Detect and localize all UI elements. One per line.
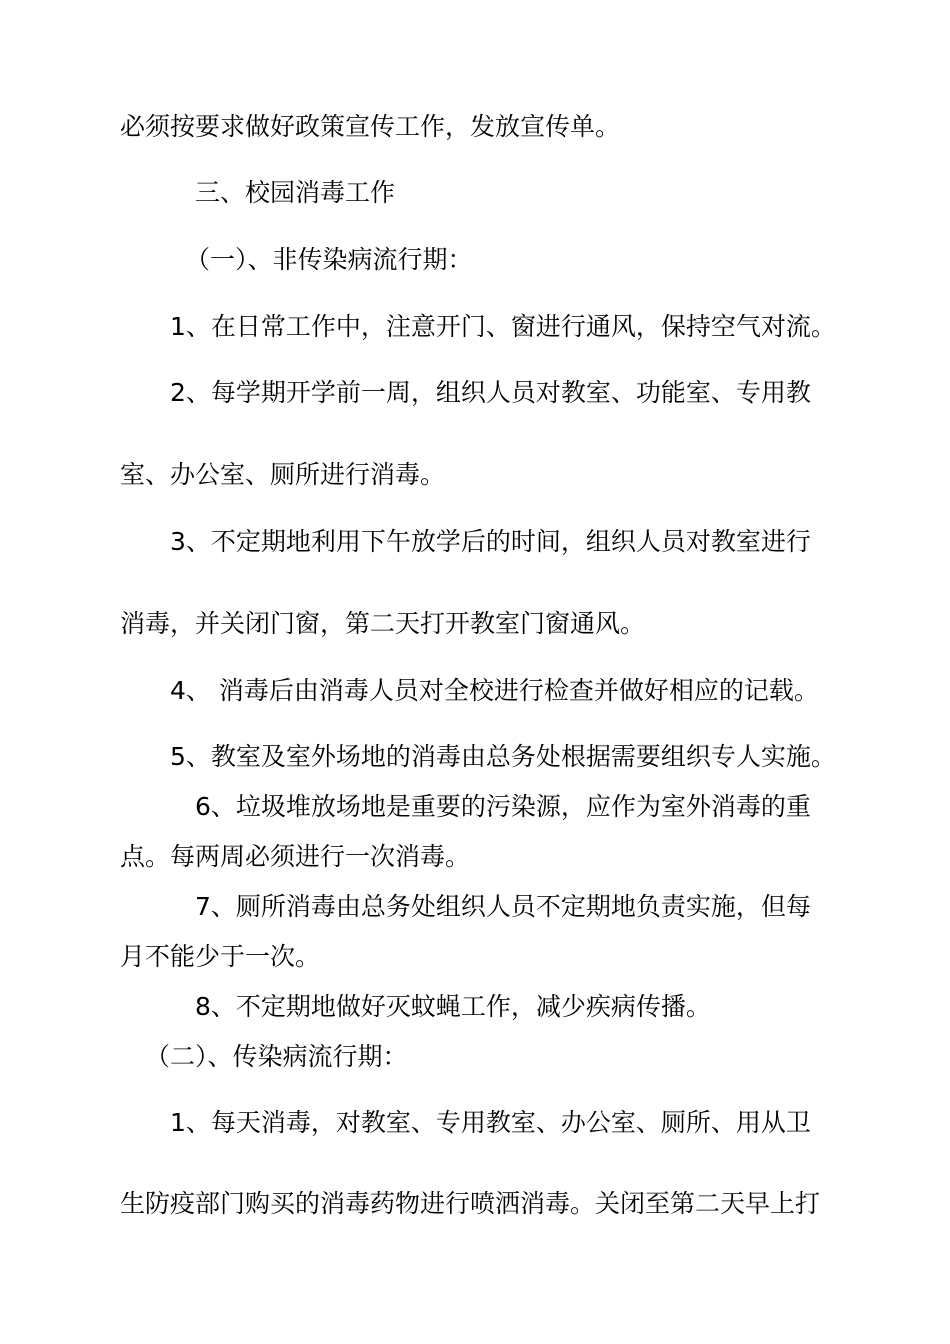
list-item-6-continued: 点。每两周必须进行一次消毒。	[120, 842, 471, 871]
list-item-2-continued: 室、办公室、厕所进行消毒。	[120, 460, 446, 489]
epidemic-list-item-1-continued: 生防疫部门购买的消毒药物进行喷洒消毒。关闭至第二天早上打	[120, 1189, 821, 1218]
list-item-6: 6、垃圾堆放场地是重要的污染源，应作为室外消毒的重	[195, 792, 811, 821]
list-item-7: 7、厕所消毒由总务处组织人员不定期地负责实施，但每	[195, 892, 811, 921]
section-heading-campus-disinfection: 三、校园消毒工作	[195, 178, 396, 207]
subsection-heading-non-epidemic: （一）、非传染病流行期：	[185, 245, 473, 274]
list-item-3: 3、不定期地利用下午放学后的时间，组织人员对教室进行	[170, 527, 811, 556]
list-item-3-continued: 消毒，并关闭门窗，第二天打开教室门窗通风。	[120, 609, 646, 638]
list-item-1: 1、在日常工作中，注意开门、窗进行通风，保持空气对流。	[170, 312, 836, 341]
list-item-5: 5、教室及室外场地的消毒由总务处根据需要组织专人实施。	[170, 742, 836, 771]
text-line-1: 必须按要求做好政策宣传工作，发放宣传单。	[120, 112, 621, 141]
list-item-7-continued: 月不能少于一次。	[120, 942, 321, 971]
list-item-4: 4、 消毒后由消毒人员对全校进行检查并做好相应的记载。	[170, 676, 819, 705]
subsection-heading-epidemic: （二）、传染病流行期：	[145, 1042, 408, 1071]
list-item-8: 8、不定期地做好灭蚊蝇工作，减少疾病传播。	[195, 992, 711, 1021]
epidemic-list-item-1: 1、每天消毒，对教室、专用教室、办公室、厕所、用从卫	[170, 1108, 811, 1137]
list-item-2: 2、每学期开学前一周，组织人员对教室、功能室、专用教	[170, 378, 811, 407]
